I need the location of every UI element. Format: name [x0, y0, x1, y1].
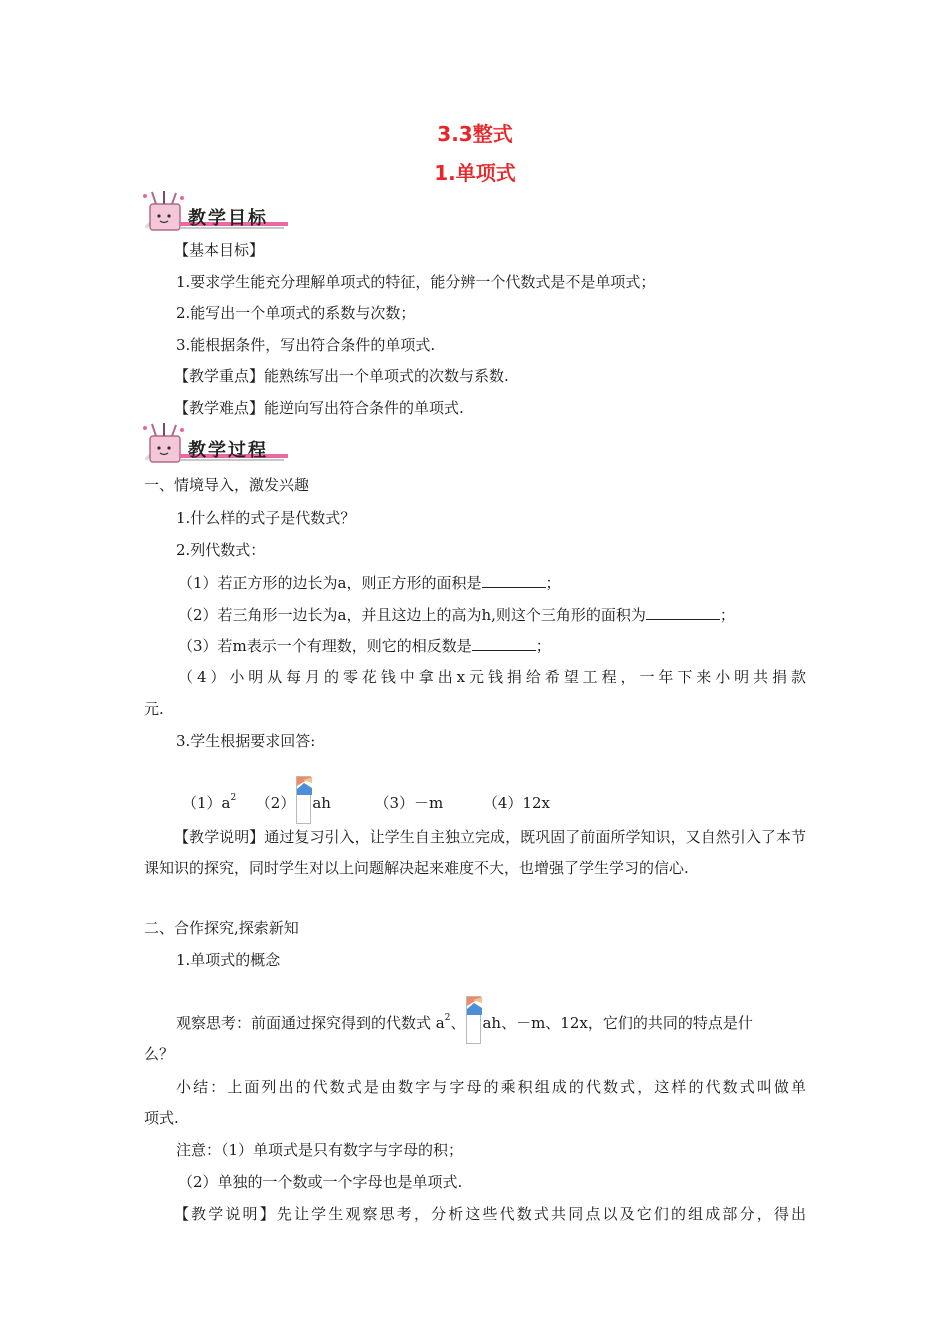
question-2-4-line2: 元. — [144, 700, 164, 718]
section-banner-label: 教学目标 — [188, 208, 268, 229]
answers-row — [182, 776, 550, 824]
question-2-1: （1）若正方形的边长为a，则正方形的面积是 ； — [178, 574, 561, 592]
goal-item-3: 3.能根据条件，写出符合条件的单项式. — [176, 336, 436, 354]
broken-image-icon — [466, 996, 481, 1044]
question-3: 3.学生根据要求回答: — [176, 732, 316, 750]
question-2-2: （2）若三角形一边长为a，并且这边上的高为h,则这个三角形的面积为 ； — [178, 606, 735, 624]
answer-blank[interactable] — [472, 635, 536, 651]
difficulty-label: 【教学难点】 — [174, 399, 265, 417]
part2-heading: 二、合作探究,探索新知 — [144, 919, 299, 937]
answer-blank[interactable] — [646, 604, 720, 620]
question-2: 2.列代数式： — [176, 541, 266, 559]
question-1: 1.什么样的式子是代数式？ — [176, 509, 356, 527]
teaching-note-text: 先让学生观察思考，分析这些代数式共同点以及它们的组成部分，得出 — [276, 1205, 806, 1223]
summary-line2: 项式. — [144, 1109, 179, 1127]
answer-1: （1）a — [182, 794, 231, 812]
notice-1: 注意：（1）单项式是只有数字与字母的积； — [176, 1141, 464, 1159]
teaching-note-2 — [174, 1204, 806, 1224]
page-title: 3.3整式 — [437, 122, 513, 146]
key-point — [174, 366, 509, 386]
answer-2-tail: ah — [312, 794, 331, 812]
goal-item-2: 2.能写出一个单项式的系数与次数； — [176, 304, 416, 322]
teaching-note-label: 【教学说明】 — [174, 1205, 277, 1223]
concept-heading: 1.单项式的概念 — [176, 951, 281, 969]
section-banner-label: 教学过程 — [188, 440, 268, 461]
page-subtitle: 1.单项式 — [434, 161, 516, 185]
observe-line2: 么？ — [144, 1045, 175, 1063]
difficulty-text: 能逆向写出符合条件的单项式. — [264, 399, 464, 417]
key-point-text: 能熟练写出一个单项式的次数与系数. — [264, 367, 509, 385]
section-banner-process — [140, 422, 292, 474]
broken-image-icon — [296, 776, 311, 824]
question-2-3: （3）若m表示一个有理数，则它的相反数是 ； — [178, 637, 551, 655]
basic-goals-heading: 【基本目标】 — [174, 241, 265, 259]
difficulty-point — [174, 398, 464, 418]
notice-2: （2）单独的一个数或一个字母也是单项式. — [178, 1173, 463, 1191]
summary-line1: 小结：上面列出的代数式是由数字与字母的乘积组成的代数式，这样的代数式叫做单 — [176, 1078, 806, 1096]
answer-3: （3）－m — [374, 794, 444, 812]
section-banner-goals — [140, 190, 292, 242]
observe-line1: 观察思考：前面通过探究得到的代数式 $a^2$、 ah、－m、12x，它们的共同的特点是什 — [176, 996, 753, 1044]
part1-heading: 一、情境导入，激发兴趣 — [144, 476, 310, 494]
answer-blank[interactable] — [482, 572, 546, 588]
answer-1-exponent: 2 — [230, 793, 237, 803]
teaching-note-text: 通过复习引入，让学生自主独立完成，既巩固了前面所学知识，又自然引入了本节课知识的探究，同时学生对以上问题解决起来难度不大，也增强了学生学习的信心. — [144, 828, 806, 877]
goal-item-1: 1.要求学生能充分理解单项式的特征，能分辨一个代数式是不是单项式； — [176, 273, 656, 291]
key-point-label: 【教学重点】 — [174, 367, 265, 385]
answer-2: （2） — [255, 794, 296, 812]
question-2-4-line1: （4）小明从每月的零花钱中拿出x元钱捐给希望工程，一年下来小明共捐款 — [178, 668, 806, 686]
teaching-note-1 — [144, 822, 806, 884]
answer-4: （4）12x — [482, 794, 550, 812]
teaching-note-label: 【教学说明】 — [174, 828, 265, 846]
